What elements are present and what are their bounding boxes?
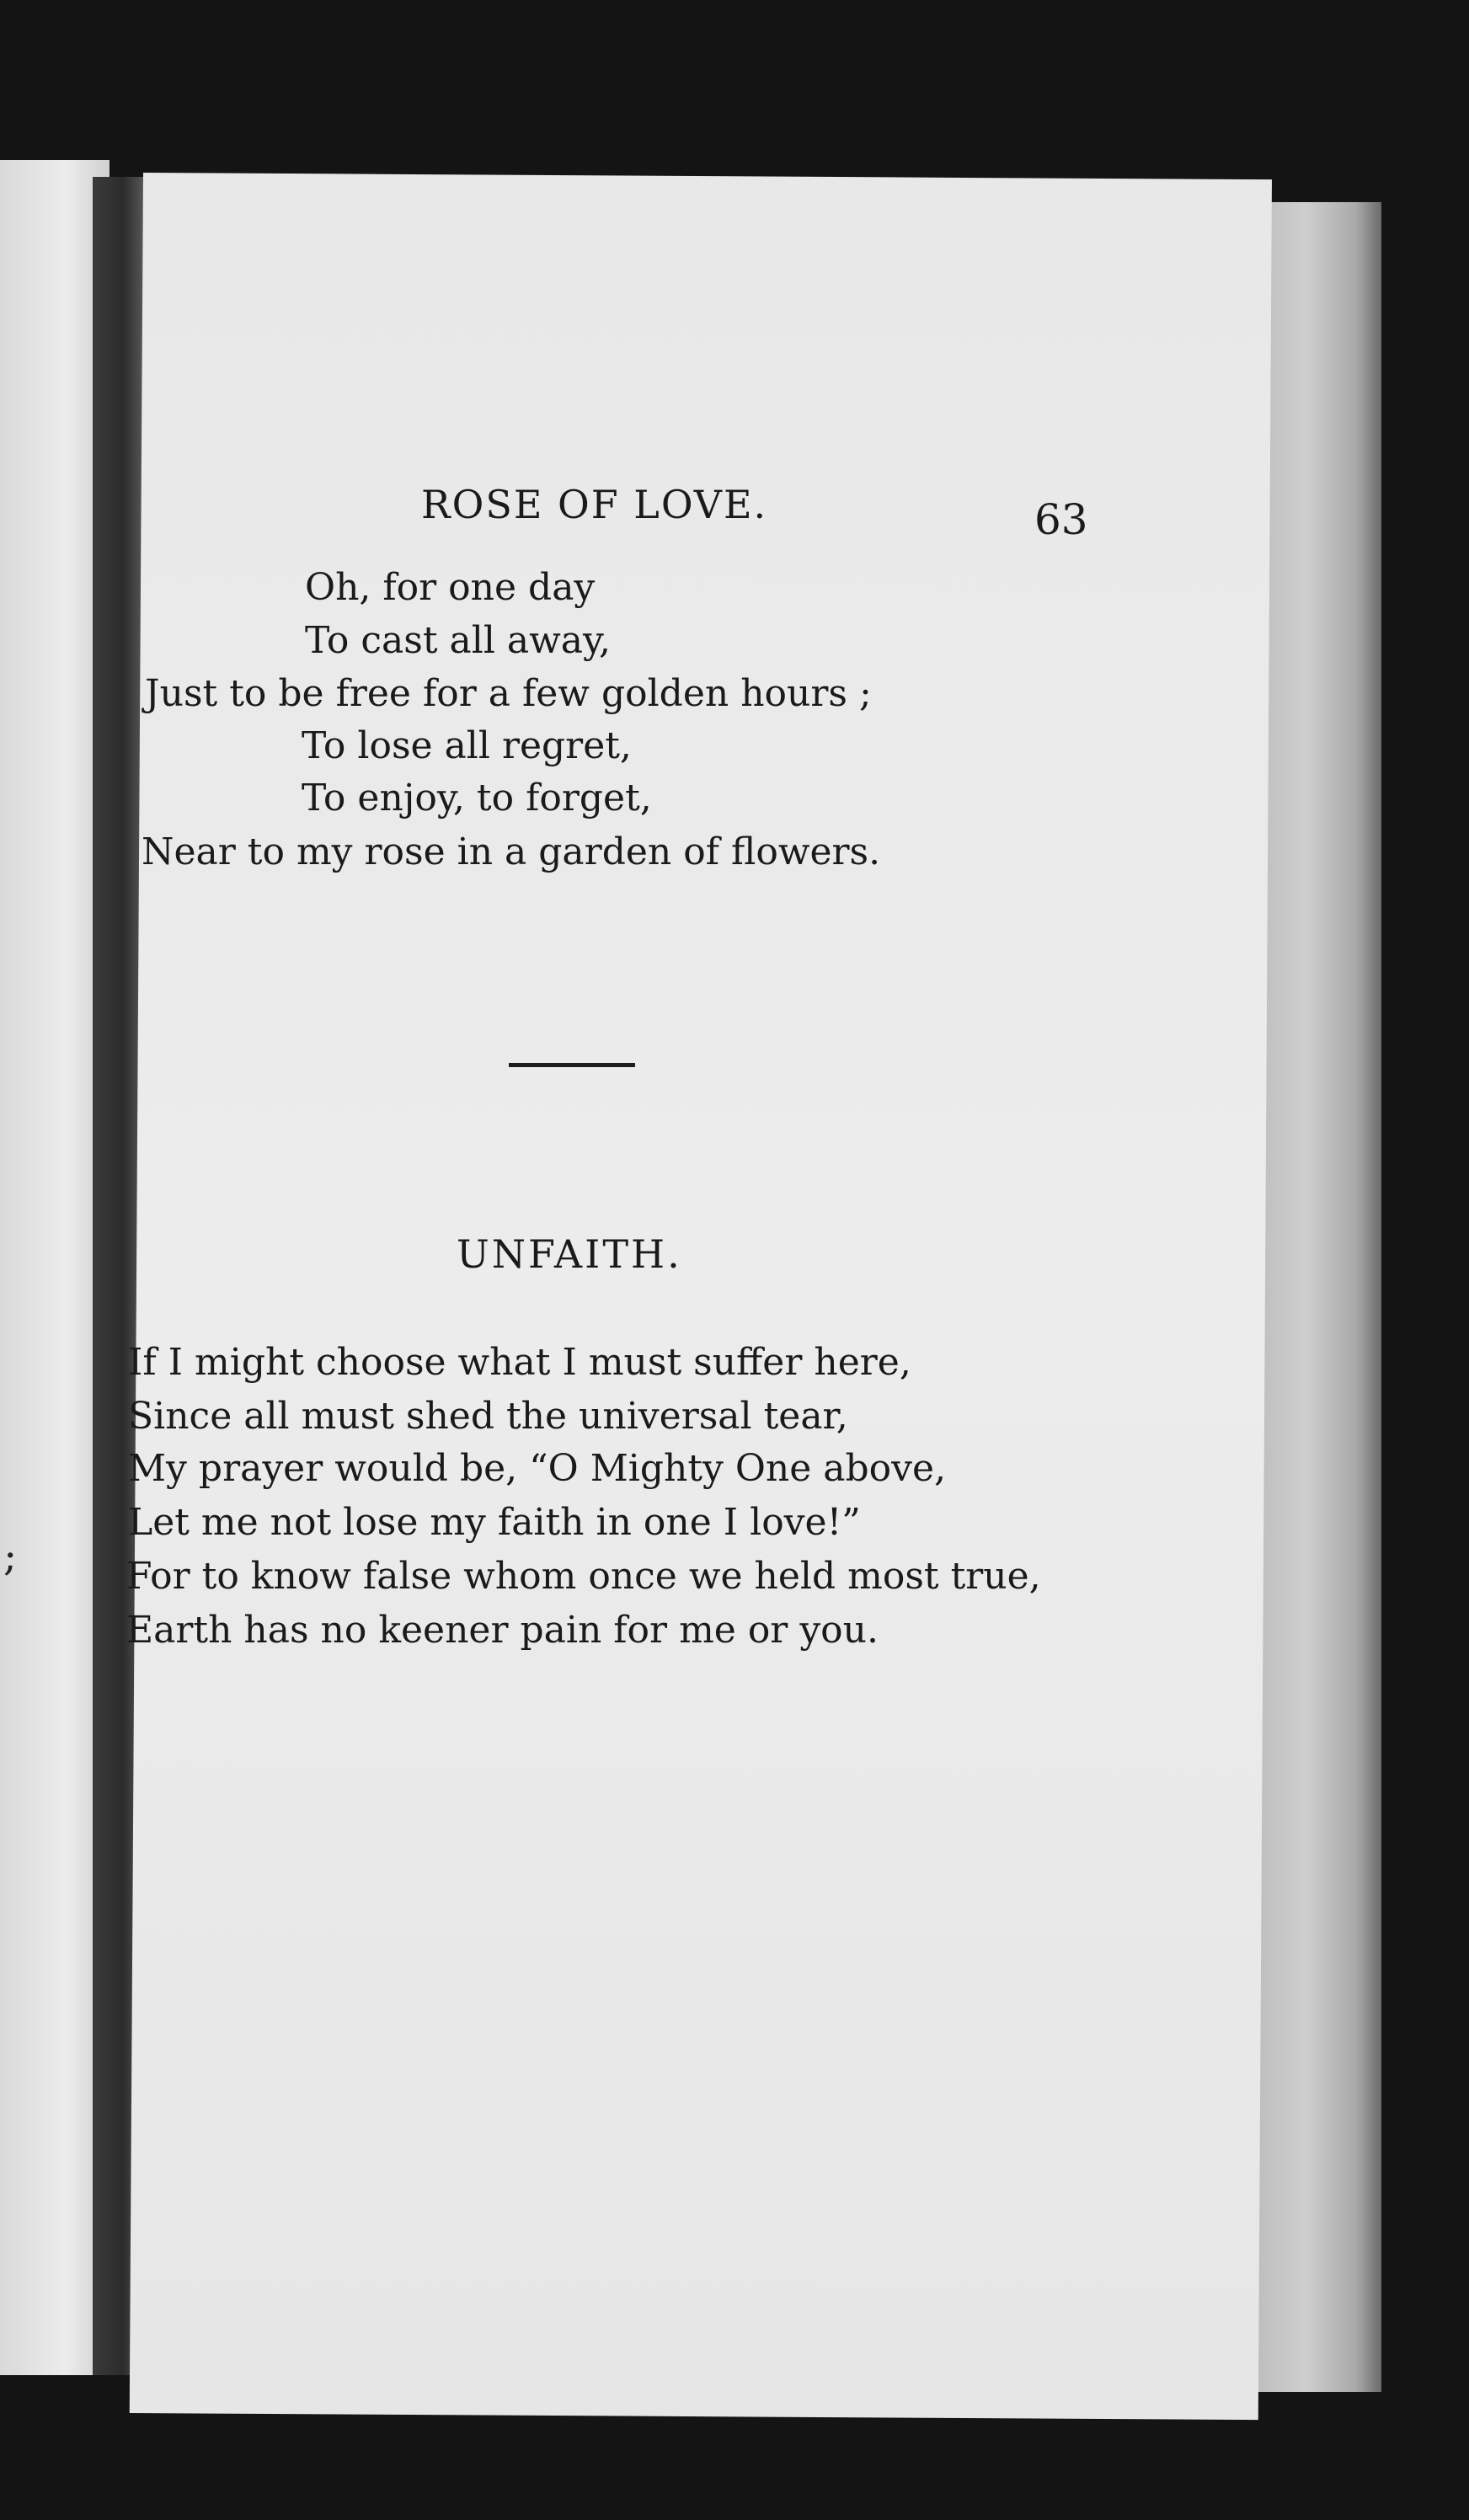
poem-line: Earth has no keener pain for me or you.: [126, 1609, 879, 1652]
poem-line: If I might choose what I must suffer here,: [128, 1341, 911, 1384]
poem-line: Oh, for one day: [305, 566, 596, 609]
poem-line: For to know false whom once we held most true,: [126, 1555, 1041, 1598]
section-divider: [509, 1063, 635, 1067]
poem-title: UNFAITH.: [457, 1231, 682, 1277]
poem-line: To enjoy, to forget,: [302, 777, 652, 820]
poem-line: My prayer would be, “O Mighty One above,: [128, 1447, 947, 1490]
page-edge-stack: [1255, 202, 1381, 2392]
poem-line: To lose all regret,: [302, 724, 632, 767]
running-head: ROSE OF LOVE.: [421, 482, 768, 527]
poem-line: Since all must shed the universal tear,: [128, 1395, 848, 1438]
poem-line: Let me not lose my faith in one I love!”: [128, 1501, 861, 1544]
poem-line: Near to my rose in a garden of flowers.: [142, 830, 881, 873]
page-number: 63: [1034, 495, 1088, 544]
poem-line: To cast all away,: [305, 619, 612, 662]
poem-line: Just to be free for a few golden hours ;: [145, 672, 872, 715]
left-page-fragment: ;: [3, 1533, 18, 1580]
